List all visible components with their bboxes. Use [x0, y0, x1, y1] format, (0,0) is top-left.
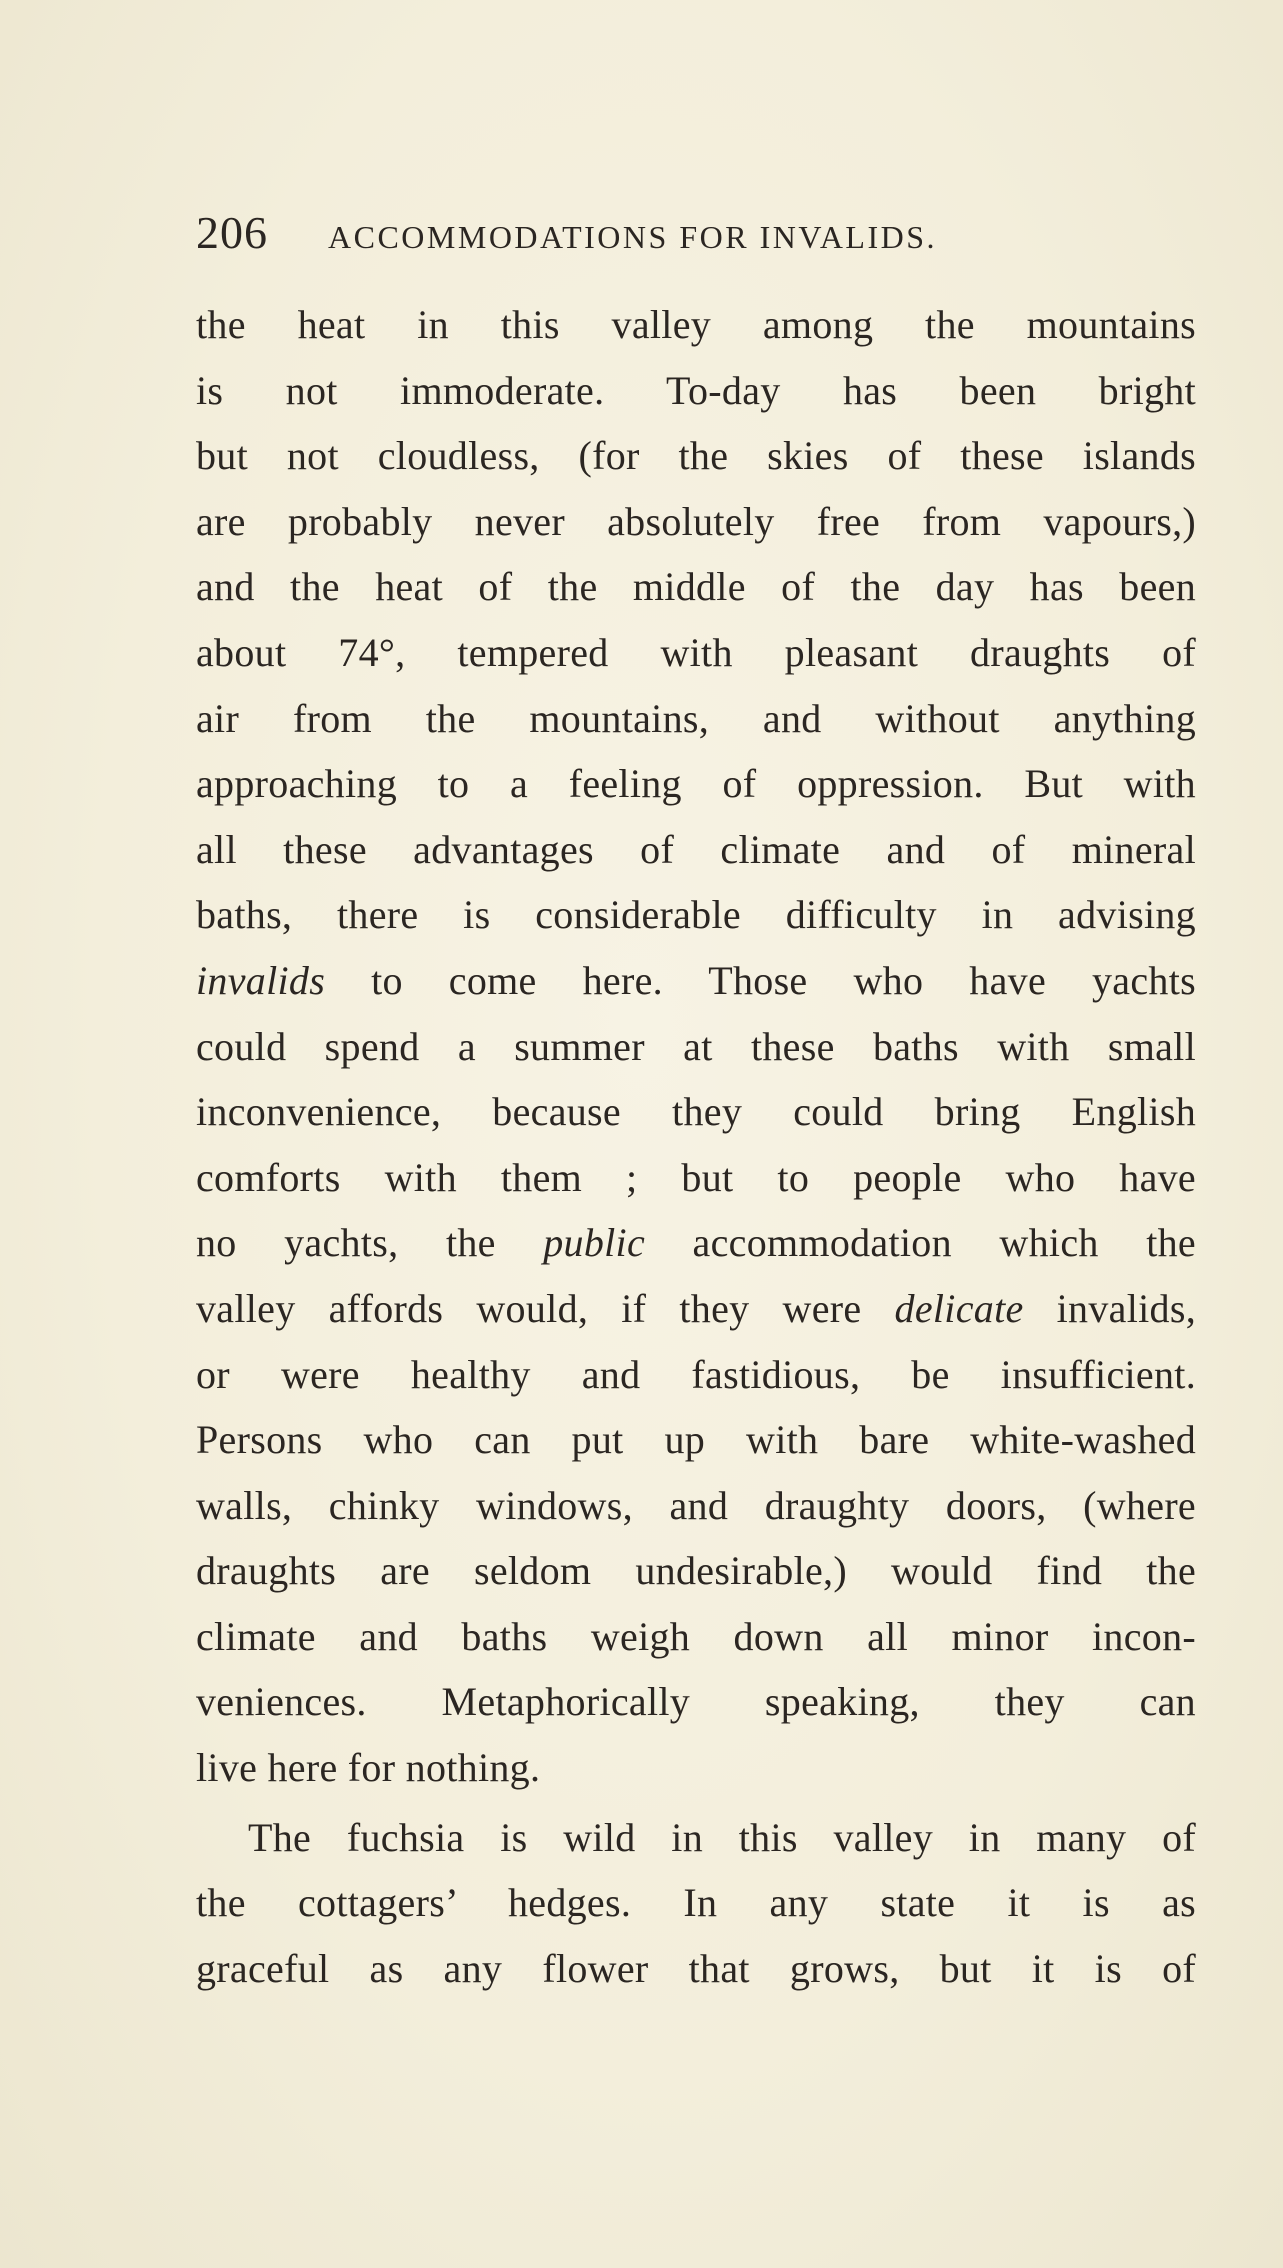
text-line: live here for nothing.	[196, 1745, 541, 1791]
text-line: inconvenience, because they could bring English	[196, 1089, 1196, 1135]
text-line: draughts are seldom undesirable,) would find the	[196, 1548, 1196, 1594]
text-line: comforts with them ; but to people who have	[196, 1154, 1196, 1200]
text-line: graceful as any flower that grows, but it is of	[196, 1945, 1196, 1991]
text-line: or were healthy and fastidious, be insufficient.	[196, 1351, 1196, 1397]
running-head: ACCOMMODATIONS FOR INVALIDS.	[328, 219, 938, 255]
text-line: all these advantages of climate and of mineral	[196, 826, 1196, 872]
italic-word: invalids	[196, 957, 326, 1003]
text-line: Persons who can put up with bare white-washed	[196, 1417, 1196, 1463]
italic-word: public	[543, 1220, 646, 1266]
text-line: the cottagers’ hedges. In any state it is as	[196, 1880, 1196, 1926]
text-line: valley affords would, if they were delicate invalids,	[196, 1285, 1196, 1331]
text-line: baths, there is considerable difficulty in advising	[196, 892, 1196, 938]
text-line: the heat in this valley among the mountains	[196, 302, 1196, 347]
text-line: The fuchsia is wild in this valley in many of	[248, 1814, 1196, 1860]
text-line: are probably never absolutely free from vapours,)	[196, 498, 1196, 544]
page-header	[196, 206, 1196, 266]
text-line: climate and baths weigh down all minor incon-	[196, 1613, 1196, 1659]
text-line: but not cloudless, (for the skies of these islands	[196, 433, 1196, 479]
text-line: veniences. Metaphorically speaking, they can	[196, 1679, 1196, 1725]
text-line: and the heat of the middle of the day has been	[196, 564, 1196, 610]
text-line: about 74°, tempered with pleasant draughts of	[196, 629, 1196, 675]
text-line: is not immoderate. To-day has been bright	[196, 367, 1196, 413]
italic-word: delicate	[894, 1285, 1024, 1331]
text-line: no yachts, the public accommodation which the	[196, 1220, 1196, 1266]
page-number: 206	[196, 207, 268, 258]
body-text	[196, 292, 1196, 2001]
text-line: could spend a summer at these baths with small	[196, 1023, 1196, 1069]
text-line: approaching to a feeling of oppression. But with	[196, 761, 1196, 807]
text-line: walls, chinky windows, and draughty doors, (where	[196, 1482, 1196, 1528]
text-line: invalids to come here. Those who have yachts	[196, 957, 1196, 1003]
text-line: air from the mountains, and without anything	[196, 695, 1196, 741]
